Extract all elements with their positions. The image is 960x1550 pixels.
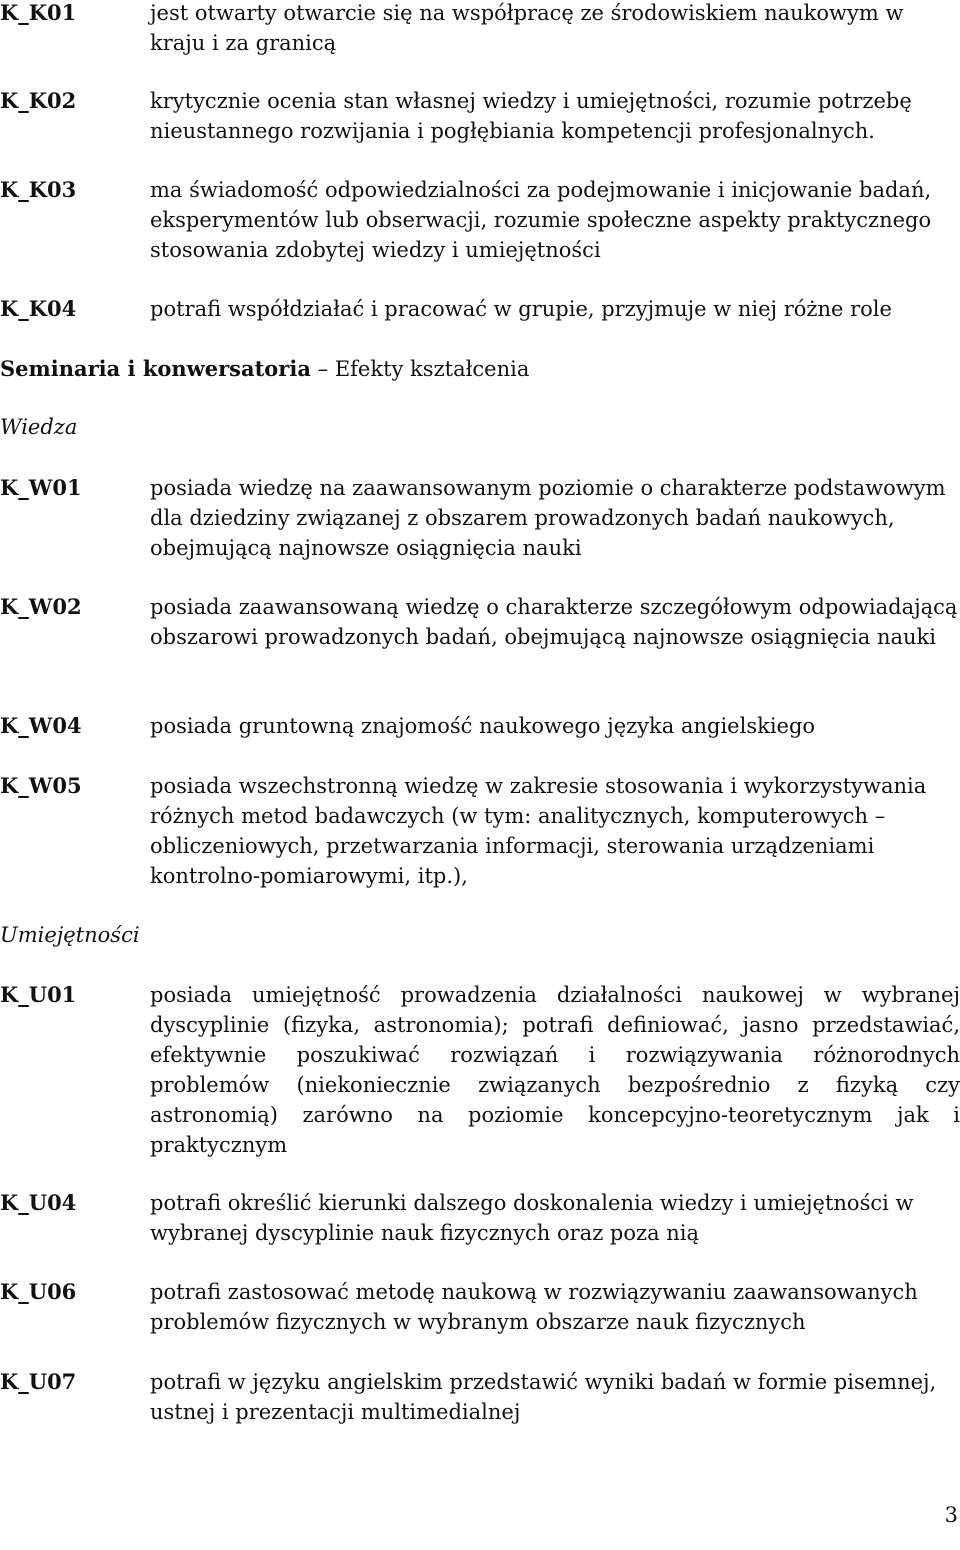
section-heading-separator: – — [310, 357, 335, 381]
outcome-code: K_K02 — [0, 88, 77, 113]
outcome-code: K_W04 — [0, 713, 82, 738]
outcome-description: jest otwarty otwarcie się na współpracę ze środowiskiem naukowym w kraju i za granicą — [150, 1, 904, 55]
section-heading — [0, 354, 529, 384]
outcome-description: potrafi określić kierunki dalszego doskonalenia wiedzy i umiejętności w wybranej dyscyplinie nauk fizycznych oraz poza nią — [150, 1191, 914, 1245]
outcome-code: K_U06 — [0, 1279, 77, 1304]
outcome-description: posiada gruntowną znajomość naukowego języka angielskiego — [150, 714, 816, 738]
outcome-description: posiada wiedzę na zaawansowanym poziomie o charakterze podstawowym dla dziedziny związanej z obszarem prowadzonych badań naukowych, obejmującą najnowsze osiągnięcia nauki — [150, 476, 946, 560]
outcome-code: K_U04 — [0, 1190, 77, 1215]
outcome-code: K_W05 — [0, 773, 82, 798]
outcome-code: K_K04 — [0, 296, 77, 321]
outcome-code: K_K01 — [0, 0, 77, 25]
section-heading-bold: Seminaria i konwersatoria — [0, 356, 311, 381]
outcome-code: K_U07 — [0, 1369, 77, 1394]
outcome-code: K_W01 — [0, 475, 82, 500]
page-number: 3 — [944, 1503, 958, 1527]
outcome-description: posiada zaawansowaną wiedzę o charakterze szczegółowym odpowiadającą obszarowi prowadzonych badań, obejmującą najnowsze osiągnięcia nauki — [150, 595, 958, 649]
outcome-code: K_W02 — [0, 594, 82, 619]
outcome-code: K_U01 — [0, 982, 77, 1007]
outcome-description: krytycznie ocenia stan własnej wiedzy i umiejętności, rozumie potrzebę nieustannego rozwijania i pogłębiania kompetencji profesjonalnych. — [150, 89, 912, 143]
outcome-description: potrafi współdziałać i pracować w grupie, przyjmuje w niej różne role — [150, 297, 892, 321]
skills-label: Umiejętności — [0, 923, 140, 947]
outcome-description: posiada umiejętność prowadzenia działalności naukowej w wybranej dyscyplinie (fizyka, astronomia); potrafi definiować, jasno przedstawiać, efektywnie poszukiwać rozwiązań i rozwiązywania różnorodnych problemów (niekoniecznie związanych bezpośrednio z fizyką czy astronomią) zarówno na poziomie koncepcyjno-teoretycznym jak i praktycznym — [150, 983, 960, 1157]
outcome-description: potrafi zastosować metodę naukową w rozwiązywaniu zaawansowanych problemów fizycznych w wybranym obszarze nauk fizycznych — [150, 1280, 918, 1334]
outcome-description: potrafi w języku angielskim przedstawić wyniki badań w formie pisemnej, ustnej i prezentacji multimedialnej — [150, 1370, 937, 1424]
outcome-code: K_K03 — [0, 177, 77, 202]
outcome-description: posiada wszechstronną wiedzę w zakresie stosowania i wykorzystywania różnych metod badawczych (w tym: analitycznych, komputerowych – obliczeniowych, przetwarzania informacji, sterowania urządzeniami kontrolno-pomiarowymi, itp.), — [150, 774, 927, 888]
knowledge-label: Wiedza — [0, 415, 78, 439]
outcome-description: ma świadomość odpowiedzialności za podejmowanie i inicjowanie badań, eksperymentów lub obserwacji, rozumie społeczne aspekty praktycznego stosowania zdobytej wiedzy i umiejętności — [150, 178, 932, 262]
section-heading-normal: Efekty kształcenia — [334, 357, 530, 381]
